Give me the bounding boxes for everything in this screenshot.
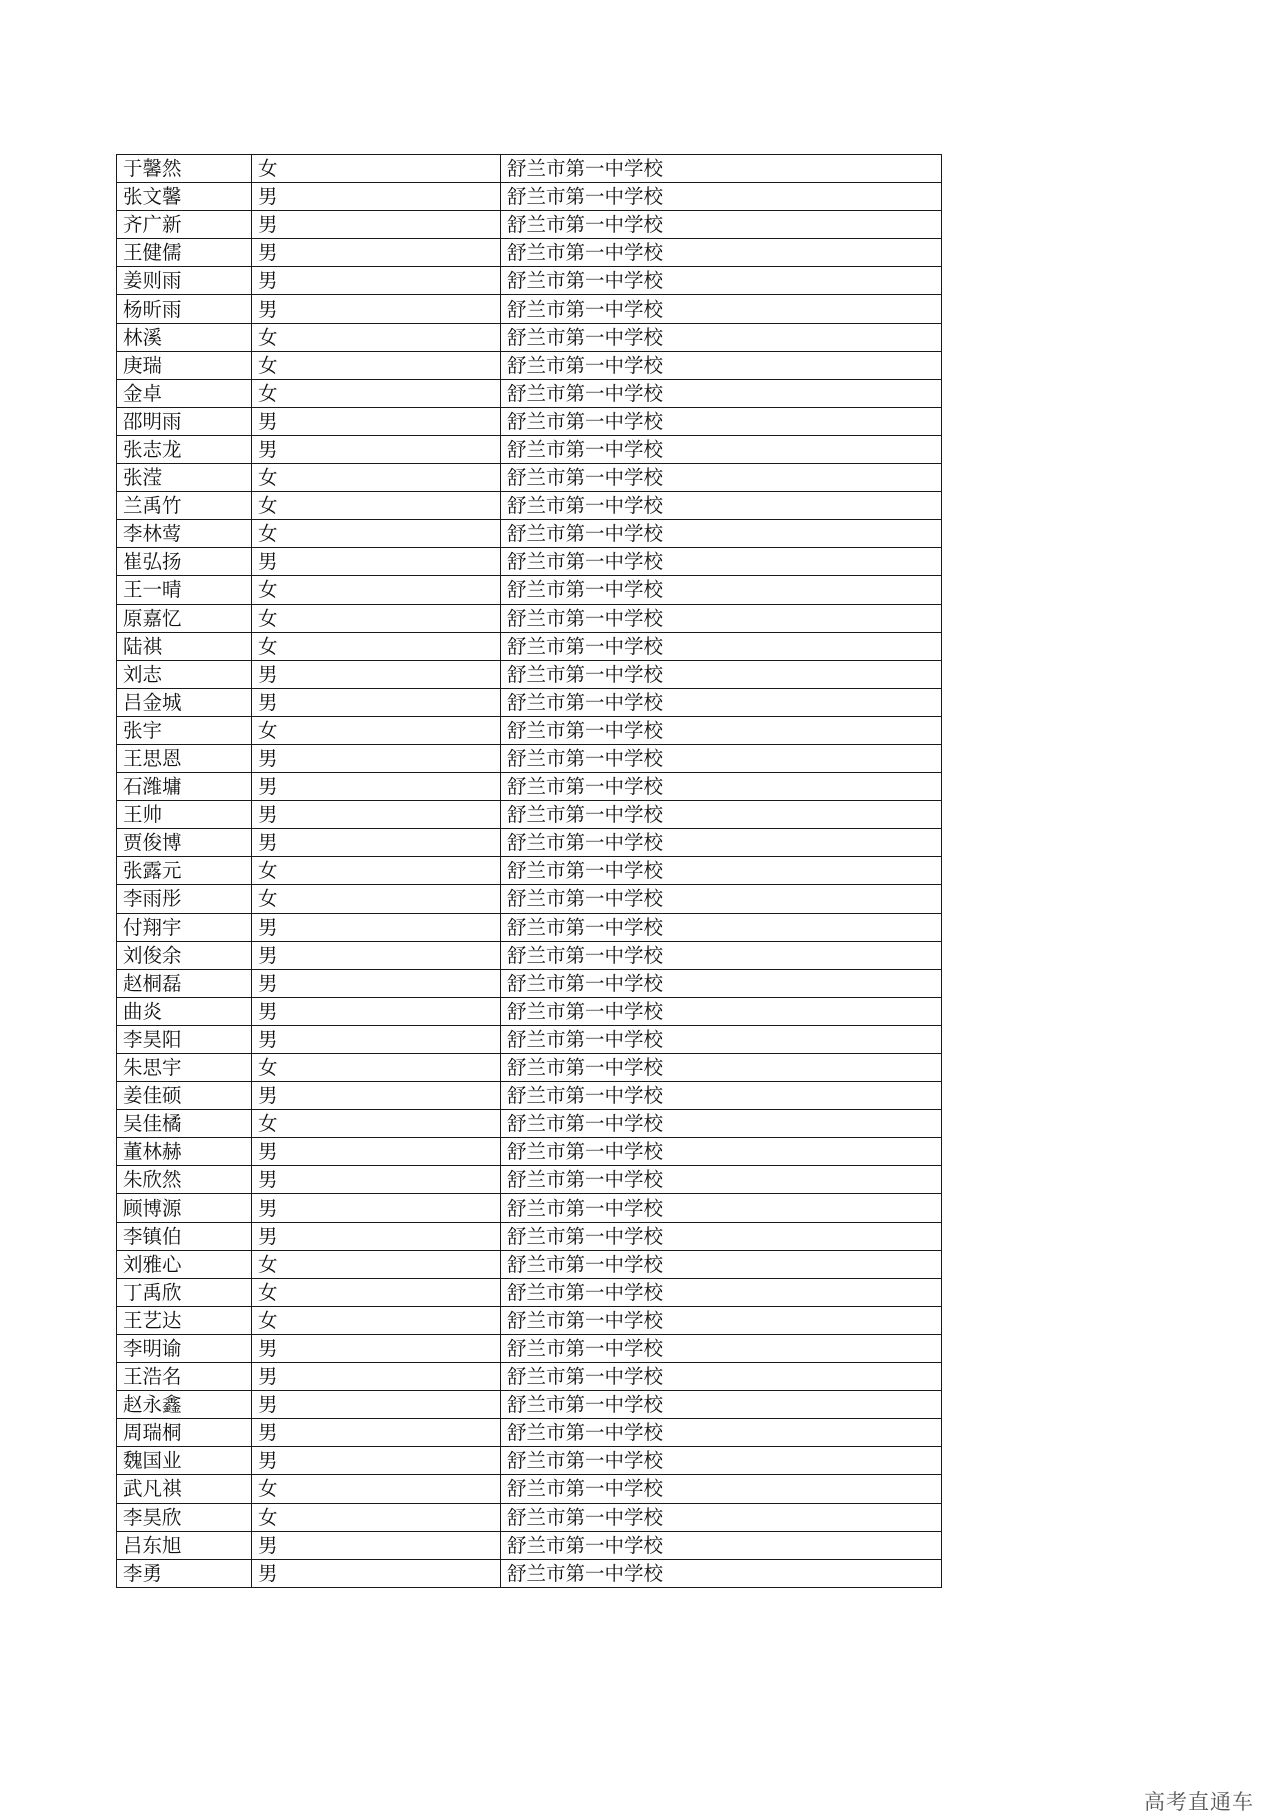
table-row (117, 492, 942, 520)
gender-cell: 男 (252, 1531, 501, 1559)
student-name-cell: 吴佳橘 (117, 1110, 252, 1138)
student-name-cell: 丁禹欣 (117, 1278, 252, 1306)
school-cell: 舒兰市第一中学校 (501, 183, 942, 211)
school-cell: 舒兰市第一中学校 (501, 1250, 942, 1278)
school-cell: 舒兰市第一中学校 (501, 435, 942, 463)
student-name-cell: 庚瑞 (117, 351, 252, 379)
table-row (117, 1110, 942, 1138)
school-cell: 舒兰市第一中学校 (501, 913, 942, 941)
gender-cell: 男 (252, 267, 501, 295)
school-cell: 舒兰市第一中学校 (501, 1475, 942, 1503)
gender-cell: 女 (252, 1503, 501, 1531)
student-name-cell: 付翔宇 (117, 913, 252, 941)
student-name-cell: 朱欣然 (117, 1166, 252, 1194)
gender-cell: 男 (252, 744, 501, 772)
school-cell: 舒兰市第一中学校 (501, 1082, 942, 1110)
school-cell: 舒兰市第一中学校 (501, 239, 942, 267)
gender-cell: 女 (252, 1306, 501, 1334)
school-cell: 舒兰市第一中学校 (501, 1391, 942, 1419)
roster-table (116, 154, 942, 1588)
table-row (117, 1082, 942, 1110)
gender-cell: 男 (252, 1447, 501, 1475)
table-row (117, 1334, 942, 1362)
table-row (117, 1503, 942, 1531)
student-name-cell: 魏国业 (117, 1447, 252, 1475)
gender-cell: 男 (252, 1082, 501, 1110)
student-name-cell: 顾博源 (117, 1194, 252, 1222)
student-name-cell: 王帅 (117, 801, 252, 829)
student-name-cell: 陆祺 (117, 632, 252, 660)
school-cell: 舒兰市第一中学校 (501, 1222, 942, 1250)
student-name-cell: 王一晴 (117, 576, 252, 604)
student-name-cell: 张志龙 (117, 435, 252, 463)
gender-cell: 男 (252, 211, 501, 239)
gender-cell: 女 (252, 885, 501, 913)
student-name-cell: 刘雅心 (117, 1250, 252, 1278)
school-cell: 舒兰市第一中学校 (501, 688, 942, 716)
student-name-cell: 王艺达 (117, 1306, 252, 1334)
table-row (117, 1306, 942, 1334)
table-row (117, 379, 942, 407)
table-row (117, 997, 942, 1025)
school-cell: 舒兰市第一中学校 (501, 155, 942, 183)
gender-cell: 女 (252, 351, 501, 379)
school-cell: 舒兰市第一中学校 (501, 1531, 942, 1559)
gender-cell: 女 (252, 1475, 501, 1503)
table-row (117, 1250, 942, 1278)
gender-cell: 女 (252, 379, 501, 407)
table-row (117, 1363, 942, 1391)
school-cell: 舒兰市第一中学校 (501, 323, 942, 351)
school-cell: 舒兰市第一中学校 (501, 1503, 942, 1531)
student-name-cell: 邵明雨 (117, 407, 252, 435)
table-row (117, 1278, 942, 1306)
student-name-cell: 兰禹竹 (117, 492, 252, 520)
student-name-cell: 张露元 (117, 857, 252, 885)
student-name-cell: 刘志 (117, 660, 252, 688)
student-name-cell: 姜则雨 (117, 267, 252, 295)
gender-cell: 男 (252, 239, 501, 267)
gender-cell: 男 (252, 1363, 501, 1391)
table-row (117, 155, 942, 183)
school-cell: 舒兰市第一中学校 (501, 576, 942, 604)
gender-cell: 男 (252, 913, 501, 941)
gender-cell: 女 (252, 1250, 501, 1278)
school-cell: 舒兰市第一中学校 (501, 407, 942, 435)
table-row (117, 239, 942, 267)
table-row (117, 716, 942, 744)
school-cell: 舒兰市第一中学校 (501, 379, 942, 407)
table-row (117, 1138, 942, 1166)
table-row (117, 885, 942, 913)
student-name-cell: 周瑞桐 (117, 1419, 252, 1447)
table-row (117, 913, 942, 941)
table-row (117, 801, 942, 829)
school-cell: 舒兰市第一中学校 (501, 1559, 942, 1587)
school-cell: 舒兰市第一中学校 (501, 1334, 942, 1362)
school-cell: 舒兰市第一中学校 (501, 295, 942, 323)
student-name-cell: 王思恩 (117, 744, 252, 772)
student-name-cell: 李勇 (117, 1559, 252, 1587)
school-cell: 舒兰市第一中学校 (501, 267, 942, 295)
student-name-cell: 原嘉忆 (117, 604, 252, 632)
student-name-cell: 李雨彤 (117, 885, 252, 913)
gender-cell: 女 (252, 1110, 501, 1138)
student-name-cell: 赵桐磊 (117, 969, 252, 997)
gender-cell: 女 (252, 857, 501, 885)
gender-cell: 男 (252, 801, 501, 829)
student-name-cell: 齐广新 (117, 211, 252, 239)
student-name-cell: 于馨然 (117, 155, 252, 183)
school-cell: 舒兰市第一中学校 (501, 744, 942, 772)
gender-cell: 男 (252, 407, 501, 435)
school-cell: 舒兰市第一中学校 (501, 1363, 942, 1391)
student-name-cell: 吕金城 (117, 688, 252, 716)
watermark-text: 高考直通车 (1144, 1790, 1254, 1814)
gender-cell: 女 (252, 1278, 501, 1306)
school-cell: 舒兰市第一中学校 (501, 1054, 942, 1082)
student-name-cell: 贾俊博 (117, 829, 252, 857)
school-cell: 舒兰市第一中学校 (501, 716, 942, 744)
table-row (117, 969, 942, 997)
student-name-cell: 刘俊余 (117, 941, 252, 969)
gender-cell: 男 (252, 1025, 501, 1053)
school-cell: 舒兰市第一中学校 (501, 857, 942, 885)
gender-cell: 男 (252, 997, 501, 1025)
table-row (117, 435, 942, 463)
gender-cell: 女 (252, 716, 501, 744)
table-row (117, 857, 942, 885)
table-row (117, 323, 942, 351)
student-name-cell: 李昊欣 (117, 1503, 252, 1531)
school-cell: 舒兰市第一中学校 (501, 492, 942, 520)
table-row (117, 1222, 942, 1250)
gender-cell: 男 (252, 969, 501, 997)
table-row (117, 1447, 942, 1475)
table-row (117, 1475, 942, 1503)
table-row (117, 744, 942, 772)
gender-cell: 女 (252, 464, 501, 492)
student-name-cell: 曲炎 (117, 997, 252, 1025)
gender-cell: 女 (252, 155, 501, 183)
student-name-cell: 张滢 (117, 464, 252, 492)
student-name-cell: 李镇伯 (117, 1222, 252, 1250)
student-name-cell: 崔弘扬 (117, 548, 252, 576)
school-cell: 舒兰市第一中学校 (501, 969, 942, 997)
table-row (117, 211, 942, 239)
student-name-cell: 姜佳硕 (117, 1082, 252, 1110)
table-row (117, 1419, 942, 1447)
gender-cell: 男 (252, 295, 501, 323)
gender-cell: 男 (252, 660, 501, 688)
table-row (117, 464, 942, 492)
school-cell: 舒兰市第一中学校 (501, 941, 942, 969)
school-cell: 舒兰市第一中学校 (501, 632, 942, 660)
school-cell: 舒兰市第一中学校 (501, 1447, 942, 1475)
table-row (117, 520, 942, 548)
student-name-cell: 张宇 (117, 716, 252, 744)
gender-cell: 男 (252, 548, 501, 576)
table-row (117, 1531, 942, 1559)
table-row (117, 1054, 942, 1082)
school-cell: 舒兰市第一中学校 (501, 1166, 942, 1194)
table-row (117, 773, 942, 801)
table-row (117, 688, 942, 716)
table-row (117, 351, 942, 379)
gender-cell: 女 (252, 1054, 501, 1082)
school-cell: 舒兰市第一中学校 (501, 997, 942, 1025)
table-row (117, 941, 942, 969)
gender-cell: 女 (252, 323, 501, 351)
gender-cell: 男 (252, 183, 501, 211)
school-cell: 舒兰市第一中学校 (501, 548, 942, 576)
table-row (117, 1391, 942, 1419)
school-cell: 舒兰市第一中学校 (501, 351, 942, 379)
student-name-cell: 王健儒 (117, 239, 252, 267)
table-row (117, 183, 942, 211)
student-name-cell: 赵永鑫 (117, 1391, 252, 1419)
school-cell: 舒兰市第一中学校 (501, 801, 942, 829)
gender-cell: 男 (252, 1559, 501, 1587)
gender-cell: 男 (252, 1194, 501, 1222)
student-name-cell: 朱思宇 (117, 1054, 252, 1082)
school-cell: 舒兰市第一中学校 (501, 1194, 942, 1222)
school-cell: 舒兰市第一中学校 (501, 1110, 942, 1138)
school-cell: 舒兰市第一中学校 (501, 1138, 942, 1166)
gender-cell: 女 (252, 632, 501, 660)
school-cell: 舒兰市第一中学校 (501, 829, 942, 857)
gender-cell: 男 (252, 1419, 501, 1447)
student-name-cell: 李明谕 (117, 1334, 252, 1362)
school-cell: 舒兰市第一中学校 (501, 520, 942, 548)
student-name-cell: 李林莺 (117, 520, 252, 548)
table-row (117, 295, 942, 323)
student-name-cell: 董林赫 (117, 1138, 252, 1166)
gender-cell: 男 (252, 773, 501, 801)
table-row (117, 829, 942, 857)
school-cell: 舒兰市第一中学校 (501, 885, 942, 913)
school-cell: 舒兰市第一中学校 (501, 1025, 942, 1053)
gender-cell: 男 (252, 941, 501, 969)
table-row (117, 1166, 942, 1194)
gender-cell: 女 (252, 604, 501, 632)
table-row (117, 576, 942, 604)
table-row (117, 660, 942, 688)
table-row (117, 548, 942, 576)
student-name-cell: 张文馨 (117, 183, 252, 211)
gender-cell: 男 (252, 435, 501, 463)
student-name-cell: 林溪 (117, 323, 252, 351)
school-cell: 舒兰市第一中学校 (501, 1306, 942, 1334)
gender-cell: 男 (252, 1138, 501, 1166)
student-name-cell: 李昊阳 (117, 1025, 252, 1053)
student-name-cell: 武凡祺 (117, 1475, 252, 1503)
table-row (117, 632, 942, 660)
table-row (117, 1025, 942, 1053)
gender-cell: 男 (252, 688, 501, 716)
gender-cell: 女 (252, 520, 501, 548)
school-cell: 舒兰市第一中学校 (501, 604, 942, 632)
school-cell: 舒兰市第一中学校 (501, 1419, 942, 1447)
table-row (117, 604, 942, 632)
school-cell: 舒兰市第一中学校 (501, 773, 942, 801)
gender-cell: 男 (252, 829, 501, 857)
gender-cell: 女 (252, 492, 501, 520)
roster-table-body (117, 155, 942, 1588)
student-name-cell: 金卓 (117, 379, 252, 407)
table-row (117, 1194, 942, 1222)
table-row (117, 267, 942, 295)
gender-cell: 男 (252, 1334, 501, 1362)
gender-cell: 女 (252, 576, 501, 604)
student-name-cell: 石潍墉 (117, 773, 252, 801)
school-cell: 舒兰市第一中学校 (501, 1278, 942, 1306)
student-name-cell: 王浩名 (117, 1363, 252, 1391)
table-row (117, 407, 942, 435)
gender-cell: 男 (252, 1391, 501, 1419)
student-name-cell: 吕东旭 (117, 1531, 252, 1559)
gender-cell: 男 (252, 1222, 501, 1250)
school-cell: 舒兰市第一中学校 (501, 464, 942, 492)
school-cell: 舒兰市第一中学校 (501, 660, 942, 688)
school-cell: 舒兰市第一中学校 (501, 211, 942, 239)
student-name-cell: 杨昕雨 (117, 295, 252, 323)
table-row (117, 1559, 942, 1587)
gender-cell: 男 (252, 1166, 501, 1194)
